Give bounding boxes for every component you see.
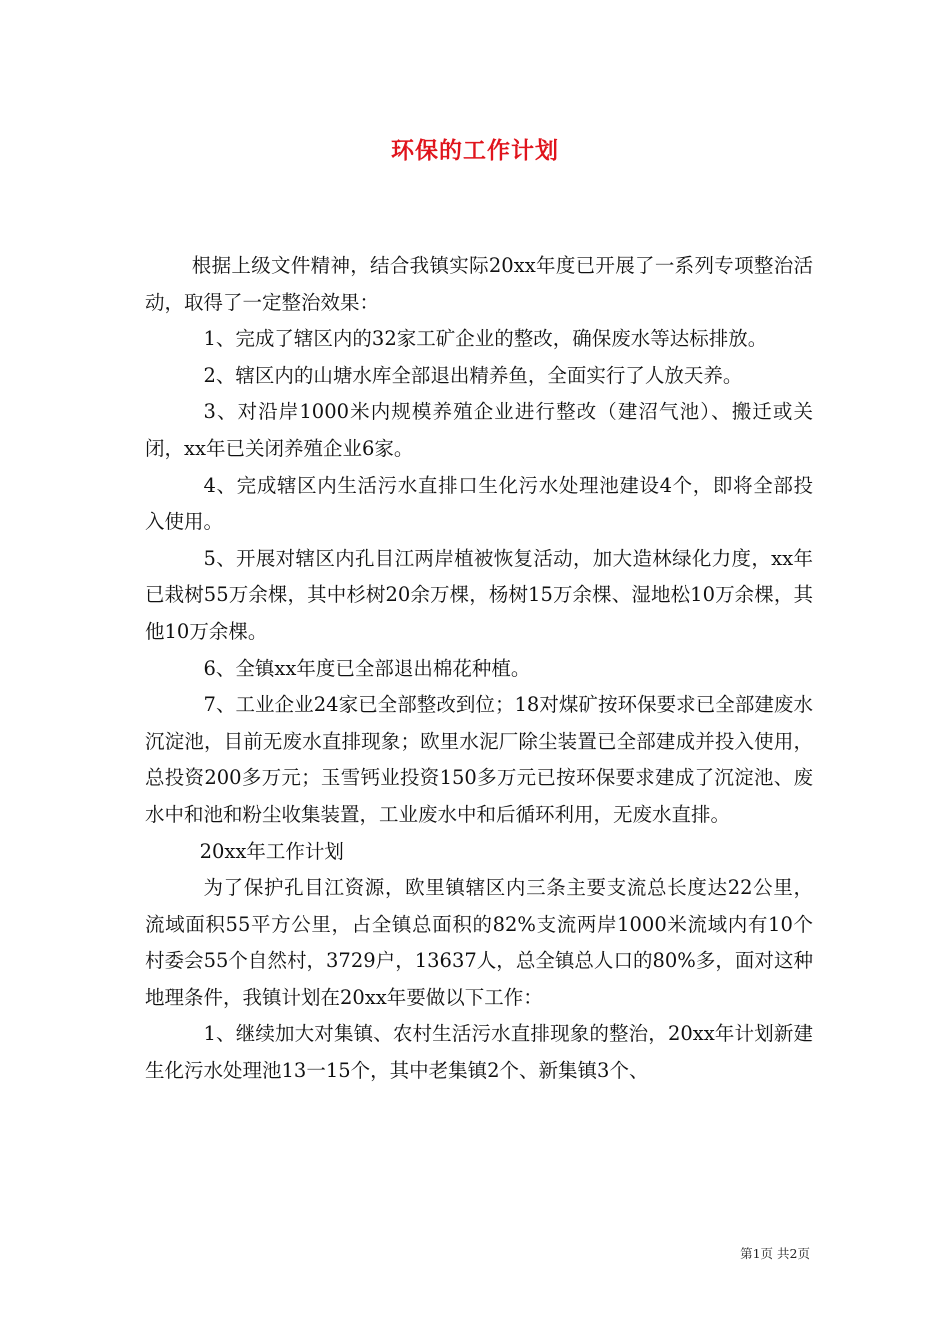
list-item: 4、完成辖区内生活污水直排口生化污水处理池建设4个，即将全部投入使用。 bbox=[145, 473, 813, 534]
list-item: 7、工业企业24家已全部整改到位；18对煤矿按环保要求已全部建废水沉淀池，目前无废水直排现象；欧里水泥厂除尘装置已全部建成并投入使用，总投资200多万元；玉雪钙业投资150多万元已按环保要求建成了沉淀池、废水中和池和粉尘收集装置，工业废水中和后循环利用，无废水直排。 bbox=[145, 693, 813, 826]
plan-intro-paragraph: 为了保护孔目江资源，欧里镇辖区内三条主要支流总长度达22公里，流域面积55平方公里，占全镇总面积的82%支流两岸1000米流域内有10个村委会55个自然村，3729户，13637人，总全镇总人口的80%多，面对这种地理条件，我镇计划在20xx年要做以下工作： bbox=[145, 876, 813, 1009]
list-item: 5、开展对辖区内孔目江两岸植被恢复活动，加大造林绿化力度，xx年已栽树55万余棵，其中杉树20余万棵，杨树15万余棵、湿地松10万余棵，其他10万余棵。 bbox=[145, 546, 813, 643]
list-item: 6、全镇xx年度已全部退出棉花种植。 bbox=[203, 656, 531, 680]
list-item: 1、完成了辖区内的32家工矿企业的整改，确保废水等达标排放。 bbox=[203, 327, 768, 351]
intro-paragraph: 根据上级文件精神，结合我镇实际20xx年度已开展了一系列专项整治活动，取得了一定整治效果： bbox=[145, 254, 813, 314]
list-item: 3、对沿岸1000米内规模养殖企业进行整改（建沼气池）、搬迁或关闭，xx年已关闭养殖企业6家。 bbox=[145, 400, 813, 460]
page-number: 第1页 共2页 bbox=[740, 1246, 810, 1261]
section-heading: 20xx年工作计划 bbox=[199, 839, 344, 863]
document-body bbox=[145, 248, 813, 1090]
list-item: 2、辖区内的山塘水库全部退出精养鱼，全面实行了人放天养。 bbox=[203, 363, 743, 387]
list-item: 1、继续加大对集镇、农村生活污水直排现象的整治，20xx年计划新建生化污水处理池13一15个，其中老集镇2个、新集镇3个、 bbox=[145, 1022, 813, 1083]
page-title: 环保的工作计划 bbox=[391, 138, 559, 164]
